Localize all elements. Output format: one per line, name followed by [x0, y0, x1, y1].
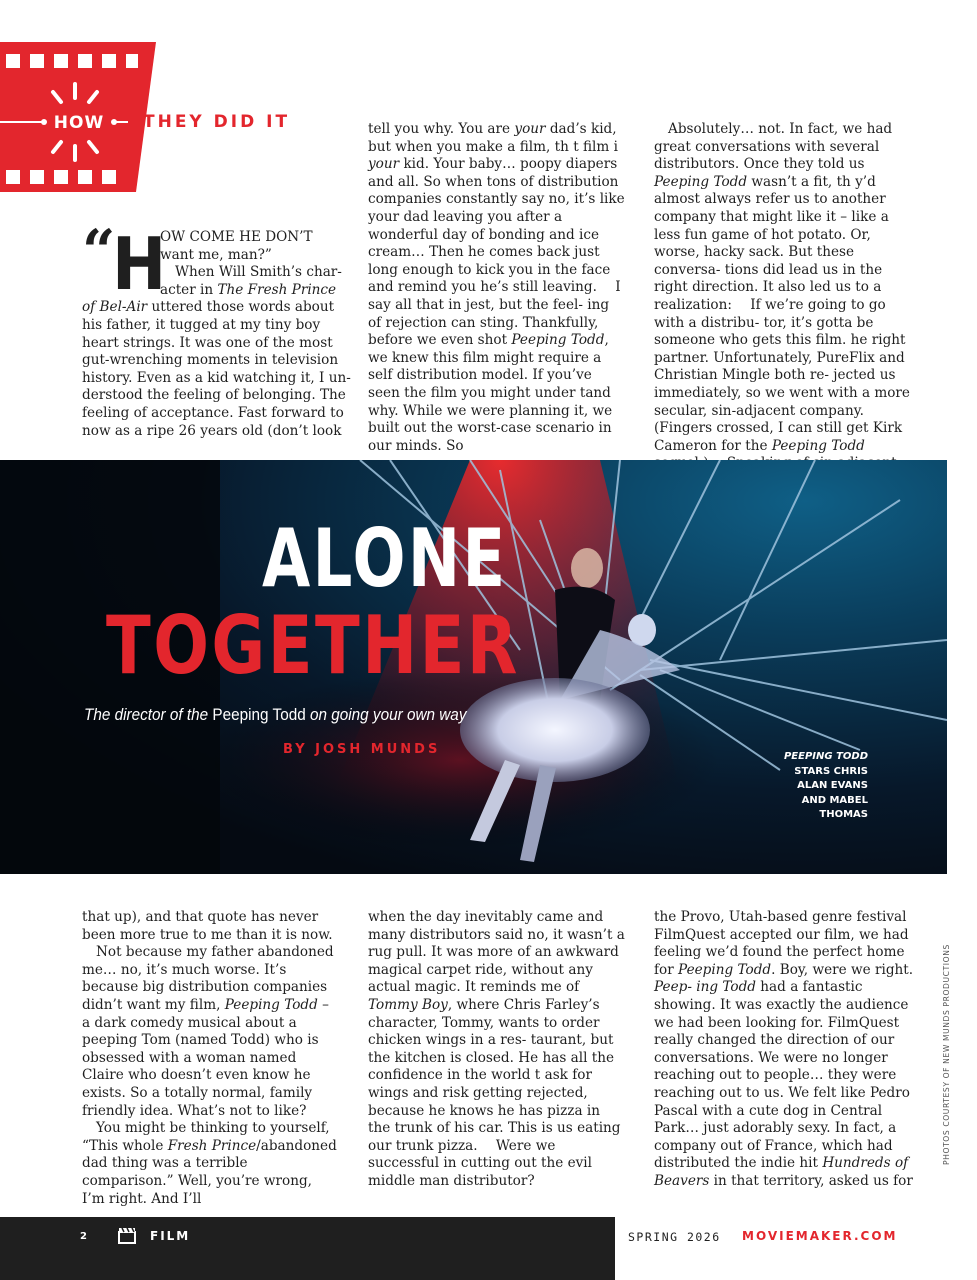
text-line: we were planning it, we built out the [368, 402, 613, 437]
logo-word: HOW [53, 113, 105, 133]
article-column-3-top [654, 121, 914, 490]
section-title: THEY DID IT [143, 112, 291, 132]
text-line: history. Even as a kid watching it, I un- [82, 369, 351, 386]
text-line: had distributed the indie hit Hundreds [654, 1137, 893, 1172]
issue-date: SPRING 2026 [628, 1230, 721, 1244]
text-line: another company that might like it – [654, 191, 886, 225]
film-clapper-icon [118, 1226, 136, 1244]
text-line: has all the confidence in the world t [368, 1049, 615, 1084]
text-line: It also led us to a realization: [654, 279, 882, 313]
text-line: musical about a peeping Tom (named [82, 1014, 297, 1049]
text-line: that up), and that quote has never been [82, 909, 319, 943]
text-line: evil middle man distributor? [368, 1155, 592, 1189]
footer-section-name: FILM [150, 1229, 191, 1243]
text-line: Absolutely… not. In fact, we had great [654, 121, 893, 155]
text-line: worst-case scenario in our minds. So [368, 420, 612, 454]
text-line: taurant, but the kitchen is closed. He [368, 1032, 614, 1066]
text-line: his father, it tugged at my tiny boy [82, 317, 321, 333]
text-line: were no longer reaching out to people… [654, 1049, 888, 1084]
text-line: trunk pizza. [395, 1137, 478, 1154]
text-line: derstood the feeling of belonging. The [82, 387, 346, 404]
text-line: “This whole Fresh Prince/abandoned [82, 1137, 337, 1154]
text-line: wants to order chicken wings in a res- [368, 1014, 600, 1049]
article-column-2-top [368, 121, 626, 455]
text-line: Peeping Todd. Boy, were we right. Peep- [654, 961, 914, 996]
text-line: like Pedro Pascal with a cute dog in [654, 1084, 910, 1119]
text-line: dad thing was a terrible comparison.” [82, 1155, 248, 1189]
text-line: PureFlix and Christian Mingle both re- [654, 349, 905, 384]
text-line: many distributors said no, it wasn’t a [368, 926, 625, 943]
text-line: feeling of acceptance. Fast forward to [82, 404, 344, 421]
text-line: now as a ripe 26 years old (don’t look [82, 422, 342, 439]
photo-caption: PEEPING TODD STARS CHRIS ALAN EVANS AND MABEL THOMAS [783, 751, 868, 820]
text-line: companies constantly say no, it’s like [368, 191, 625, 208]
text-line: film you might under tand why. While [368, 384, 611, 419]
text-line: the direction of our conversations. We [654, 1032, 895, 1066]
article-column-1-bottom [82, 909, 338, 1208]
text-line: ing Todd had a fantastic showing. It [654, 979, 863, 1013]
text-line: tell you why. You are your dad’s kid, [368, 121, 617, 137]
text-line: and all. So when tons of distribution [368, 173, 619, 190]
text-line: fact, a company out of France, which [654, 1120, 897, 1154]
text-line: (Fingers crossed, I can still get Kirk [654, 420, 903, 437]
drop-cap: H [112, 222, 167, 306]
text-line: Central Park… just adorably sexy. In [654, 1102, 883, 1137]
text-line: me… no, it’s much worse. It’s because [82, 961, 287, 996]
text-line: gut-wrenching moments in television [82, 352, 339, 369]
text-line: magical carpet ride, without any actual [368, 961, 593, 996]
quote-mark: “ [82, 217, 116, 285]
text-line: You might be thinking to yourself, [96, 1120, 330, 1137]
text-line: more true to me than it is now. [119, 926, 333, 943]
text-line: distribution model. If you’ve seen the [368, 367, 592, 401]
text-line: they were reaching out to us. We felt [654, 1067, 897, 1101]
text-line: big distribution companies didn’t want [82, 979, 328, 1013]
text-line: friendly idea. What’s not to like? [82, 1102, 307, 1119]
text-line: he comes back just long enough to kick [368, 244, 600, 278]
text-line: tor, it’s gotta be someone who gets this [654, 314, 874, 349]
text-line: looking for. FilmQuest really changed [654, 1014, 900, 1049]
article-column-3-bottom [654, 909, 914, 1191]
text-line: want me, man?” [160, 246, 272, 263]
text-line: of Bel-Air uttered those words about [82, 299, 335, 316]
text-line: FilmQuest accepted our film, we had [654, 926, 909, 943]
text-line: before we even shot Peeping Todd, we [368, 332, 609, 366]
byline: BY JOSH MUNDS [283, 742, 441, 757]
text-line: When Will Smith’s char- [175, 264, 342, 281]
text-line: your dad leaving you after a wonderful [368, 208, 563, 243]
text-line: my film, Peeping Todd – a dark comedy [82, 996, 329, 1031]
text-line: rug pull. It was more of an awkward [368, 944, 619, 961]
headline-line-2: TOGETHER [106, 599, 520, 692]
text-line: Todd) who is obsessed with a woman [82, 1032, 319, 1066]
text-line: where Chris Farley’s character, Tommy, [368, 996, 600, 1031]
text-line: like a less fun game of hot potato. Or, [654, 208, 889, 243]
text-line: knew this film might require a self [368, 349, 602, 384]
text-line: I say all that in jest, but the feel- [368, 279, 621, 313]
text-line: magic. It reminds me of Tommy Boy, [368, 979, 580, 1013]
how-they-did-it-logo [0, 42, 160, 192]
text-line: Cameron for the Peeping Todd [654, 437, 865, 454]
text-line: a more secular, sin-adjacent company. [654, 384, 910, 419]
text-line: OW COME HE DON’T [160, 229, 313, 245]
text-line: was exactly the audience we had been [654, 996, 909, 1031]
text-line: of Beavers in that territory, asked us for [654, 1155, 913, 1189]
text-line: conversations with several distributors. [654, 138, 880, 173]
text-line: film. he right partner. Unfortunately, [654, 332, 906, 366]
text-line: If we’re going to go with a distribu- [654, 296, 886, 331]
text-line: named Claire who doesn’t even know [82, 1049, 297, 1084]
text-line: day of bonding and ice cream… Then [368, 226, 599, 261]
site-link[interactable]: MOVIEMAKER.COM [742, 1229, 898, 1243]
text-line: you in the face and remind you he’s still [368, 261, 611, 296]
text-line: the Provo, Utah-based genre festival [654, 909, 907, 925]
footer-bar [0, 1217, 615, 1280]
text-line: jected us immediately, so we went with [654, 367, 896, 401]
text-line: leaving. [542, 279, 597, 296]
text-line: he exists. So a totally normal, family [82, 1067, 313, 1101]
photo-credit: PHOTOS COURTESY OF NEW MUNDS PRODUCTIONS [942, 944, 951, 1165]
text-line: trunk of his car. This is us eating our [368, 1120, 621, 1154]
text-line: feeling we’d found the perfect home for [654, 944, 905, 978]
text-line: Not because my father abandoned [96, 944, 334, 961]
text-line: Were we successful in cutting out the [368, 1137, 564, 1172]
article-column-2-bottom [368, 909, 626, 1191]
page-number: 2 [80, 1231, 87, 1242]
text-line: ask for wings and risk getting rejected, [368, 1067, 592, 1101]
text-line: your kid. Your baby… poopy diapers [368, 156, 618, 173]
text-line: heart strings. It was one of the most [82, 334, 333, 351]
deck: The director of the Peeping Todd on going your own way [84, 705, 467, 724]
text-line: but when you make a film, th t film i [368, 138, 618, 155]
headline-line-1: ALONE [262, 512, 508, 605]
text-line: Well, you’re wrong, I’m right. And I’ll [82, 1172, 313, 1207]
text-line: worse, hacky sack. But these conversa- [654, 244, 855, 278]
text-line: tions did lead us in the right direction. [654, 261, 883, 296]
text-line: a fit, th y’d almost always refer us to [654, 173, 876, 208]
text-line: ing of rejection can sting. Thankfully, [368, 296, 610, 331]
text-line: Once they told us Peeping Todd wasn’t [654, 156, 865, 190]
text-line: because he knows he has pizza in the [368, 1102, 600, 1137]
text-line: when the day inevitably came and [368, 909, 604, 925]
article-column-1-top [82, 217, 351, 440]
text-line: acter in The Fresh Prince [160, 281, 337, 298]
